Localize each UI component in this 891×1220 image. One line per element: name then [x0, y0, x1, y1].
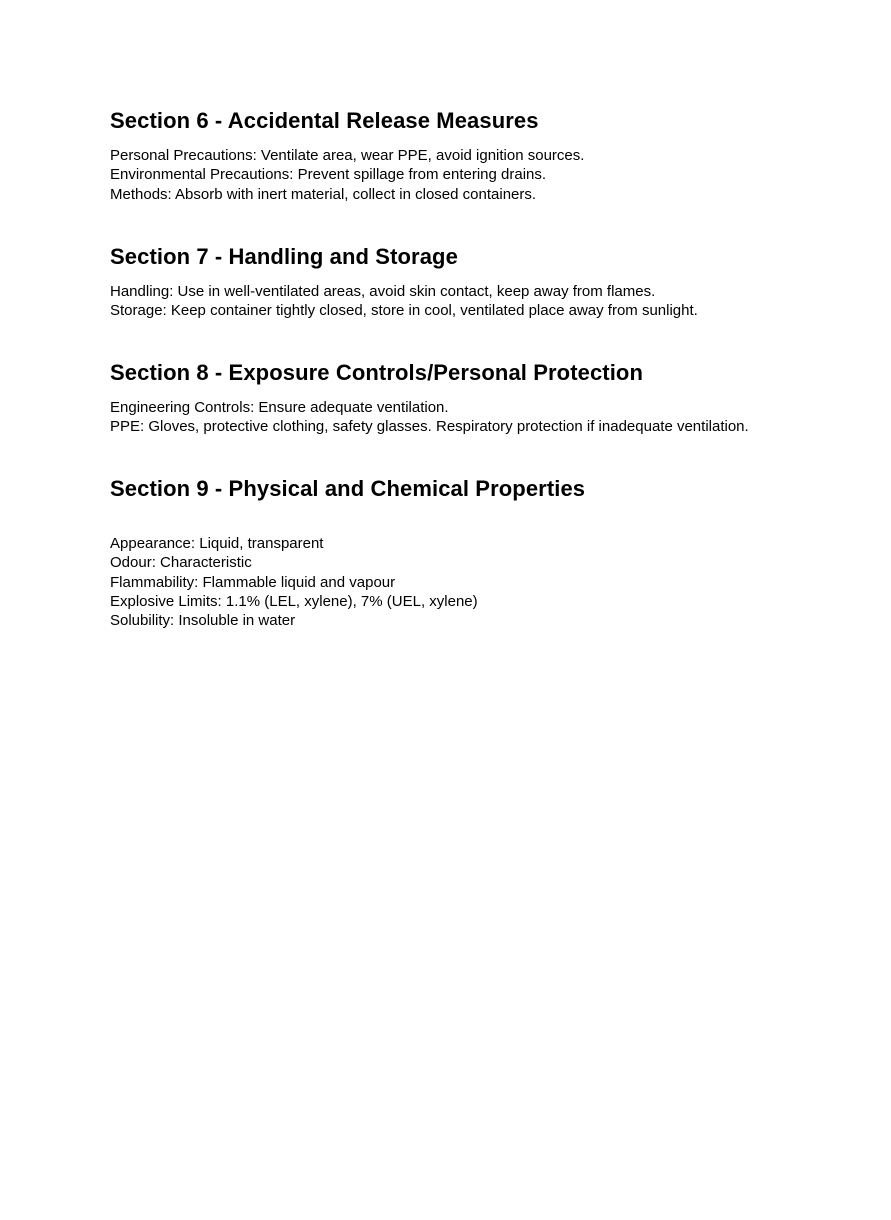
section-8-exposure-controls	[110, 360, 870, 437]
section-7-handling-and-storage	[110, 244, 870, 321]
engineering-controls-line: Engineering Controls: Ensure adequate ventilation.	[110, 399, 449, 416]
section-body	[110, 282, 870, 321]
section-heading: Section 7 - Handling and Storage	[110, 244, 458, 269]
section-body	[110, 534, 870, 630]
storage-line: Storage: Keep container tightly closed, store in cool, ventilated place away from sunlight.	[110, 302, 698, 320]
section-9-physical-chemical-properties	[110, 476, 870, 630]
methods-line: Methods: Absorb with inert material, collect in closed containers.	[110, 185, 537, 203]
personal-precautions-line: Personal Precautions: Ventilate area, wear PPE, avoid ignition sources.	[110, 147, 585, 164]
flammability-line: Flammability: Flammable liquid and vapour	[110, 573, 396, 591]
ppe-line: PPE: Gloves, protective clothing, safety glasses. Respiratory protection if inadequate ventilation.	[110, 418, 749, 436]
odour-line: Odour: Characteristic	[110, 554, 252, 572]
explosive-limits-line: Explosive Limits: 1.1% (LEL, xylene), 7% (UEL, xylene)	[110, 592, 478, 610]
solubility-line: Solubility: Insoluble in water	[110, 612, 296, 630]
handling-line: Handling: Use in well-ventilated areas, avoid skin contact, keep away from flames.	[110, 283, 656, 300]
appearance-line: Appearance: Liquid, transparent	[110, 535, 324, 552]
section-heading: Section 6 - Accidental Release Measures	[110, 108, 539, 133]
section-heading: Section 8 - Exposure Controls/Personal Protection	[110, 360, 644, 385]
section-6-accidental-release-measures	[110, 108, 870, 204]
section-body	[110, 398, 870, 437]
section-body	[110, 146, 870, 204]
section-heading: Section 9 - Physical and Chemical Properties	[110, 476, 586, 501]
environmental-precautions-line: Environmental Precautions: Prevent spillage from entering drains.	[110, 166, 547, 184]
